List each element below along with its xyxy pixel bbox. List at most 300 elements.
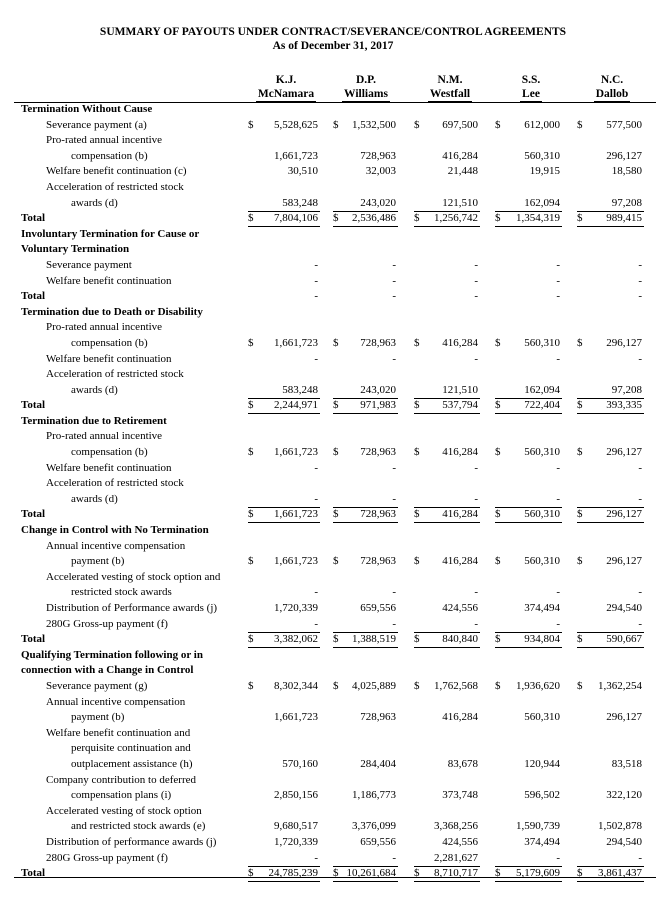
amount-cell: 322,120 [606, 789, 642, 802]
table-row [14, 429, 656, 445]
row-label: compensation (b) [71, 336, 148, 349]
amount-cell: - [474, 274, 478, 287]
row-label: Welfare benefit continuation (c) [46, 165, 187, 178]
column-header-line2: McNamara [257, 88, 315, 100]
dollar-sign: $ [248, 212, 254, 225]
dollar-sign: $ [333, 118, 339, 131]
row-label: Severance payment (a) [46, 118, 147, 131]
amount-cell: - [556, 851, 560, 864]
table-row [14, 133, 656, 149]
amount-cell: 24,785,239 [268, 867, 318, 880]
dollar-sign: $ [495, 118, 501, 131]
amount-cell: 1,590,739 [516, 820, 560, 833]
row-label: Severance payment [46, 258, 132, 271]
dollar-sign: $ [495, 633, 501, 646]
amount-cell: - [314, 851, 318, 864]
dollar-sign: $ [248, 336, 254, 349]
dollar-sign: $ [414, 633, 420, 646]
amount-cell: - [474, 461, 478, 474]
amount-cell: - [638, 274, 642, 287]
amount-cell: 294,540 [606, 835, 642, 848]
table-row [14, 617, 656, 633]
amount-cell: 659,556 [360, 835, 396, 848]
amount-cell: 243,020 [360, 196, 396, 209]
amount-cell: 1,720,339 [274, 602, 318, 614]
row-label: Annual incentive compensation [46, 695, 186, 708]
table-row [14, 118, 656, 134]
total-rule [248, 881, 320, 882]
amount-cell: 19,915 [529, 165, 560, 178]
amount-cell: - [556, 290, 560, 303]
column-header-line1: K.J. [275, 74, 297, 86]
amount-cell: 728,963 [360, 711, 396, 724]
section-heading [14, 242, 656, 258]
amount-cell: 1,661,723 [274, 336, 318, 349]
amount-cell: - [556, 274, 560, 287]
table-row [14, 804, 656, 820]
dollar-sign: $ [495, 336, 501, 349]
dollar-sign: $ [333, 336, 339, 349]
table-row [14, 274, 656, 290]
amount-cell: 1,532,500 [352, 118, 396, 131]
amount-cell: 5,179,609 [516, 867, 560, 880]
column-header-line1: N.C. [600, 74, 624, 86]
amount-cell: - [638, 586, 642, 599]
amount-cell: 9,680,517 [274, 820, 318, 833]
amount-cell: - [392, 851, 396, 864]
amount-cell: 560,310 [524, 149, 560, 162]
amount-cell: 728,963 [360, 149, 396, 162]
amount-cell: - [314, 352, 318, 365]
amount-cell: 612,000 [524, 118, 560, 131]
row-label: Total [21, 212, 46, 225]
amount-cell: - [314, 258, 318, 271]
amount-cell: - [638, 258, 642, 271]
amount-cell: - [556, 492, 560, 505]
row-label: Welfare benefit continuation [46, 461, 172, 474]
total-rule [495, 881, 562, 882]
dollar-sign: $ [414, 867, 420, 880]
amount-cell: - [392, 352, 396, 365]
section-heading [14, 648, 656, 664]
amount-cell: 296,127 [606, 149, 642, 162]
dollar-sign: $ [577, 118, 583, 131]
column-header-line2: Lee [522, 88, 540, 100]
dollar-sign: $ [414, 679, 420, 692]
amount-cell: - [314, 617, 318, 630]
amount-cell: 3,368,256 [434, 820, 478, 833]
table-row [14, 835, 656, 851]
total-row [14, 866, 656, 882]
amount-cell: 296,127 [606, 555, 642, 568]
amount-cell: - [474, 586, 478, 599]
amount-cell: 120,944 [524, 757, 560, 770]
dollar-sign: $ [248, 633, 254, 646]
amount-cell: - [638, 851, 642, 864]
amount-cell: - [556, 258, 560, 271]
report-subtitle: As of December 31, 2017 [272, 40, 394, 52]
amount-cell: - [392, 586, 396, 599]
row-label: Welfare benefit continuation [46, 352, 172, 365]
column-header-line2: Williams [344, 88, 388, 100]
amount-cell: - [392, 461, 396, 474]
amount-cell: - [392, 617, 396, 630]
amount-cell: 162,094 [524, 196, 560, 209]
dollar-sign: $ [248, 446, 254, 459]
table-row [14, 554, 656, 570]
row-label: Termination Without Cause [21, 103, 153, 115]
amount-cell: 284,404 [360, 757, 396, 770]
amount-cell: 934,804 [524, 633, 560, 646]
amount-cell: - [556, 617, 560, 630]
amount-cell: 424,556 [442, 602, 478, 614]
row-label: Pro-rated annual incentive [46, 134, 163, 147]
column-header-line1: S.S. [521, 74, 541, 86]
amount-cell: - [638, 290, 642, 303]
amount-cell: - [556, 586, 560, 599]
table-row [14, 679, 656, 695]
amount-cell: 560,310 [524, 508, 560, 521]
dollar-sign: $ [333, 679, 339, 692]
amount-cell: 296,127 [606, 446, 642, 459]
dollar-sign: $ [248, 118, 254, 131]
table-row [14, 757, 656, 773]
payout-table [14, 102, 656, 882]
table-bottom-divider [14, 877, 656, 878]
table-row [14, 164, 656, 180]
amount-cell: - [474, 258, 478, 271]
row-label: 280G Gross-up payment (f) [46, 851, 168, 864]
amount-cell: 393,335 [606, 399, 642, 412]
table-row [14, 741, 656, 757]
amount-cell: 97,208 [611, 383, 642, 396]
row-label: Annual incentive compensation [46, 539, 186, 552]
table-row [14, 585, 656, 601]
amount-cell: 294,540 [606, 602, 642, 614]
table-row [14, 461, 656, 477]
total-row [14, 211, 656, 227]
section-heading [14, 102, 656, 118]
amount-cell: 296,127 [606, 336, 642, 349]
amount-cell: 1,256,742 [434, 212, 478, 225]
amount-cell: 373,748 [442, 789, 478, 802]
amount-cell: 537,794 [442, 399, 478, 412]
table-row [14, 492, 656, 508]
amount-cell: 416,284 [442, 711, 478, 724]
total-rule [577, 881, 644, 882]
dollar-sign: $ [333, 508, 339, 521]
amount-cell: - [474, 352, 478, 365]
table-row [14, 570, 656, 586]
amount-cell: 1,720,339 [274, 835, 318, 848]
dollar-sign: $ [248, 867, 254, 880]
row-label: payment (b) [71, 711, 125, 724]
row-label: Company contribution to deferred [46, 773, 196, 786]
amount-cell: 1,762,568 [434, 679, 478, 692]
dollar-sign: $ [248, 399, 254, 412]
row-label: awards (d) [71, 383, 118, 396]
amount-cell: 1,502,878 [598, 820, 642, 833]
column-header-line1: N.M. [437, 74, 463, 86]
dollar-sign: $ [495, 399, 501, 412]
column-header-line1: D.P. [355, 74, 377, 86]
amount-cell: 416,284 [442, 149, 478, 162]
amount-cell: 728,963 [360, 555, 396, 568]
dollar-sign: $ [577, 508, 583, 521]
table-row [14, 336, 656, 352]
amount-cell: 3,861,437 [598, 867, 642, 880]
row-label: compensation (b) [71, 446, 148, 459]
row-label: Voluntary Termination [21, 243, 130, 256]
amount-cell: 2,281,627 [434, 851, 478, 864]
row-label: awards (d) [71, 196, 118, 209]
dollar-sign: $ [577, 679, 583, 692]
amount-cell: 1,354,319 [516, 212, 560, 225]
amount-cell: 8,302,344 [274, 679, 318, 692]
dollar-sign: $ [414, 555, 420, 568]
amount-cell: - [474, 492, 478, 505]
amount-cell: - [638, 352, 642, 365]
dollar-sign: $ [495, 446, 501, 459]
amount-cell: 374,494 [524, 835, 560, 848]
amount-cell: 4,025,889 [352, 679, 396, 692]
total-rule [333, 881, 398, 882]
table-row [14, 726, 656, 742]
amount-cell: 728,963 [360, 446, 396, 459]
amount-cell: 840,840 [442, 633, 478, 646]
row-label: awards (d) [71, 492, 118, 505]
total-row [14, 398, 656, 414]
table-row [14, 383, 656, 399]
amount-cell: 570,160 [282, 757, 318, 770]
amount-cell: 416,284 [442, 508, 478, 521]
amount-cell: 121,510 [442, 383, 478, 396]
amount-cell: 560,310 [524, 555, 560, 568]
row-label: restricted stock awards [71, 586, 172, 599]
amount-cell: 32,003 [365, 165, 396, 178]
row-label: Acceleration of restricted stock [46, 368, 184, 381]
row-label: outplacement assistance (h) [71, 757, 193, 770]
row-label: 280G Gross-up payment (f) [46, 617, 168, 630]
dollar-sign: $ [248, 679, 254, 692]
total-row [14, 632, 656, 648]
dollar-sign: $ [333, 633, 339, 646]
amount-cell: 1,661,723 [274, 711, 318, 724]
amount-cell: - [314, 274, 318, 287]
row-label: Change in Control with No Termination [21, 524, 209, 537]
amount-cell: - [474, 617, 478, 630]
dollar-sign: $ [577, 633, 583, 646]
table-row [14, 601, 656, 617]
table-row [14, 788, 656, 804]
total-row [14, 507, 656, 523]
amount-cell: 83,678 [447, 757, 478, 770]
amount-cell: - [314, 586, 318, 599]
row-label: Welfare benefit continuation and [46, 726, 191, 739]
amount-cell: - [314, 290, 318, 303]
amount-cell: 1,936,620 [516, 679, 560, 692]
amount-cell: 416,284 [442, 555, 478, 568]
table-row [14, 819, 656, 835]
column-header-line2: Dallob [595, 88, 629, 100]
dollar-sign: $ [495, 867, 501, 880]
amount-cell: 243,020 [360, 383, 396, 396]
dollar-sign: $ [577, 555, 583, 568]
amount-cell: 7,804,106 [274, 212, 318, 225]
table-row [14, 258, 656, 274]
dollar-sign: $ [577, 399, 583, 412]
amount-cell: 2,536,486 [352, 212, 396, 225]
amount-cell: 728,963 [360, 508, 396, 521]
amount-cell: 728,963 [360, 336, 396, 349]
section-heading [14, 305, 656, 321]
amount-cell: - [638, 492, 642, 505]
amount-cell: 583,248 [282, 196, 318, 209]
dollar-sign: $ [333, 555, 339, 568]
section-heading [14, 663, 656, 679]
table-row [14, 180, 656, 196]
amount-cell: 590,667 [606, 633, 642, 646]
amount-cell: 5,528,625 [274, 118, 318, 131]
dollar-sign: $ [414, 399, 420, 412]
row-label: Welfare benefit continuation [46, 274, 172, 287]
dollar-sign: $ [495, 508, 501, 521]
amount-cell: - [314, 461, 318, 474]
amount-cell: 560,310 [524, 711, 560, 724]
row-label: Pro-rated annual incentive [46, 321, 163, 334]
dollar-sign: $ [495, 555, 501, 568]
amount-cell: 596,502 [524, 789, 560, 802]
section-heading [14, 227, 656, 243]
amount-cell: 296,127 [606, 711, 642, 724]
table-row [14, 695, 656, 711]
amount-cell: 1,388,519 [352, 633, 396, 646]
amount-cell: - [474, 290, 478, 303]
row-label: Total [21, 867, 46, 880]
table-row [14, 320, 656, 336]
table-row [14, 149, 656, 165]
total-rule [414, 881, 480, 882]
row-label: Distribution of Performance awards (j) [46, 602, 218, 614]
dollar-sign: $ [333, 867, 339, 880]
dollar-sign: $ [414, 446, 420, 459]
amount-cell: - [638, 461, 642, 474]
table-row [14, 352, 656, 368]
row-label: Total [21, 290, 46, 303]
dollar-sign: $ [495, 212, 501, 225]
amount-cell: - [556, 461, 560, 474]
amount-cell: - [638, 617, 642, 630]
amount-cell: 1,661,723 [274, 508, 318, 521]
amount-cell: 8,710,717 [434, 867, 478, 880]
row-label: Accelerated vesting of stock option and [46, 570, 221, 583]
amount-cell: 577,500 [606, 118, 642, 131]
row-label: Termination due to Retirement [21, 414, 167, 427]
dollar-sign: $ [248, 555, 254, 568]
column-header-line2: Westfall [429, 88, 471, 100]
row-label: compensation plans (i) [71, 789, 172, 802]
amount-cell: 97,208 [611, 196, 642, 209]
amount-cell: 659,556 [360, 602, 396, 614]
amount-cell: 3,376,099 [352, 820, 396, 833]
row-label: Total [21, 633, 46, 646]
amount-cell: 1,661,723 [274, 555, 318, 568]
amount-cell: 1,186,773 [352, 789, 396, 802]
amount-cell: 18,580 [611, 165, 642, 178]
table-row [14, 445, 656, 461]
row-label: Accelerated vesting of stock option [46, 804, 202, 817]
amount-cell: 697,500 [442, 118, 478, 131]
dollar-sign: $ [414, 212, 420, 225]
amount-cell: 424,556 [442, 835, 478, 848]
amount-cell: - [392, 258, 396, 271]
column-header [557, 73, 666, 102]
row-label: compensation (b) [71, 149, 148, 162]
row-label: and restricted stock awards (e) [71, 820, 206, 833]
table-row [14, 539, 656, 555]
dollar-sign: $ [414, 508, 420, 521]
row-label: Severance payment (g) [46, 679, 148, 692]
report-title: SUMMARY OF PAYOUTS UNDER CONTRACT/SEVERANCE/CONTROL AGREEMENTS [99, 26, 567, 38]
dollar-sign: $ [495, 679, 501, 692]
amount-cell: 1,661,723 [274, 446, 318, 459]
amount-cell: 121,510 [442, 196, 478, 209]
amount-cell: 560,310 [524, 336, 560, 349]
row-label: Involuntary Termination for Cause or [21, 227, 200, 240]
dollar-sign: $ [333, 399, 339, 412]
dollar-sign: $ [577, 212, 583, 225]
amount-cell: 10,261,684 [346, 867, 396, 880]
amount-cell: 416,284 [442, 446, 478, 459]
amount-cell: 3,382,062 [274, 633, 318, 646]
dollar-sign: $ [577, 446, 583, 459]
row-label: Qualifying Termination following or in [21, 648, 203, 661]
dollar-sign: $ [577, 336, 583, 349]
amount-cell: 30,510 [287, 165, 318, 178]
total-row [14, 289, 656, 305]
amount-cell: 971,983 [360, 399, 396, 412]
dollar-sign: $ [248, 508, 254, 521]
row-label: Total [21, 399, 46, 412]
amount-cell: - [314, 492, 318, 505]
section-heading [14, 523, 656, 539]
amount-cell: 374,494 [524, 602, 560, 614]
dollar-sign: $ [577, 867, 583, 880]
table-row [14, 710, 656, 726]
amount-cell: 560,310 [524, 446, 560, 459]
amount-cell: 416,284 [442, 336, 478, 349]
amount-cell: 296,127 [606, 508, 642, 521]
amount-cell: - [392, 274, 396, 287]
table-row [14, 196, 656, 212]
amount-cell: - [392, 290, 396, 303]
dollar-sign: $ [414, 336, 420, 349]
table-row [14, 476, 656, 492]
row-label: perquisite continuation and [71, 742, 191, 755]
amount-cell: 1,661,723 [274, 149, 318, 162]
dollar-sign: $ [333, 212, 339, 225]
table-row [14, 773, 656, 789]
row-label: connection with a Change in Control [21, 664, 194, 677]
table-row [14, 851, 656, 867]
row-label: Distribution of performance awards (j) [46, 835, 217, 848]
dollar-sign: $ [414, 118, 420, 131]
amount-cell: - [556, 352, 560, 365]
amount-cell: - [392, 492, 396, 505]
amount-cell: 83,518 [611, 757, 642, 770]
row-label: Termination due to Death or Disability [21, 305, 203, 318]
row-label: Pro-rated annual incentive [46, 430, 163, 443]
